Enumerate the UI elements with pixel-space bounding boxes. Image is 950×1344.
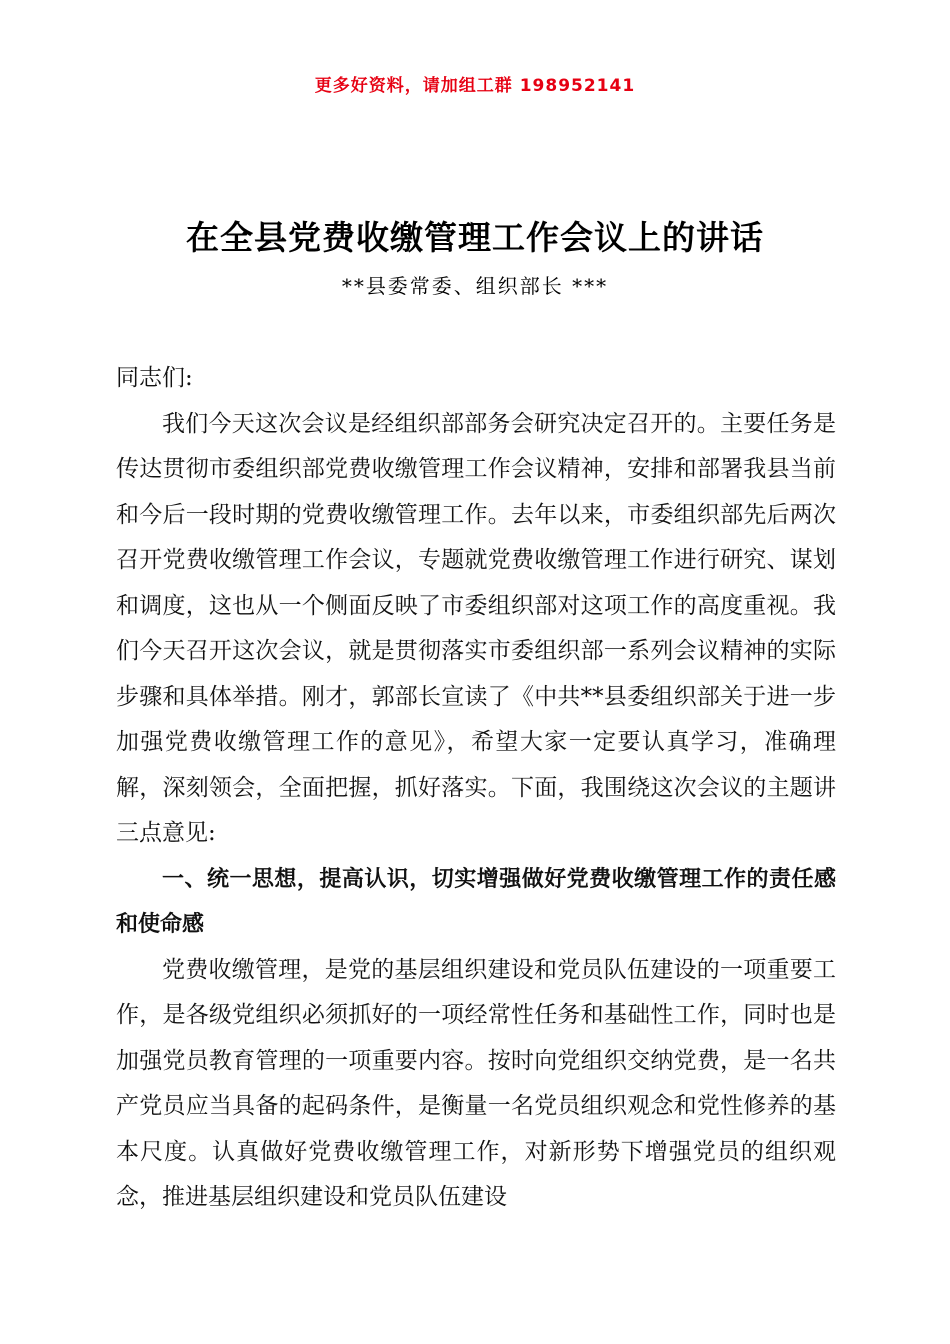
document-title: 在全县党费收缴管理工作会议上的讲话 (186, 218, 764, 257)
greeting: 同志们: (116, 365, 193, 391)
paragraph: 党费收缴管理，是党的基层组织建设和党员队伍建设的一项重要工作，是各级党组织必须抓好的一项经常性任务和基础性工作，同时也是加强党员教育管理的一项重要内容。按时向党组织交纳党费，是一名共产党员应当具备的起码条件，是衡量一名党员组织观念和党性修养的基本尺度。认真做好党费收缴管理工作，对新形势下增强党员的组织观念，推进基层组织建设和党员队伍建设 (116, 956, 836, 1210)
document-body (116, 356, 836, 1221)
section-heading: 一、统一思想，提高认识，切实增强做好党费收缴管理工作的责任感和使命感 (116, 866, 836, 937)
promo-banner: 更多好资料，请加组工群 198952141 (314, 76, 636, 96)
document-subtitle: **县委常委、组织部长 *** (341, 274, 609, 298)
paragraph: 我们今天这次会议是经组织部部务会研究决定召开的。主要任务是传达贯彻市委组织部党费收缴管理工作会议精神，安排和部署我县当前和今后一段时期的党费收缴管理工作。去年以来，市委组织部先后两次召开党费收缴管理工作会议，专题就党费收缴管理工作进行研究、谋划和调度，这也从一个侧面反映了市委组织部对这项工作的高度重视。我们今天召开这次会议，就是贯彻落实市委组织部一系列会议精神的实际步骤和具体举措。刚才，郭部长宣读了《中共**县委组织部关于进一步加强党费收缴管理工作的意见》，希望大家一定要认真学习，准确理解，深刻领会，全面把握，抓好落实。下面，我围绕这次会议的主题讲三点意见: (116, 410, 836, 846)
